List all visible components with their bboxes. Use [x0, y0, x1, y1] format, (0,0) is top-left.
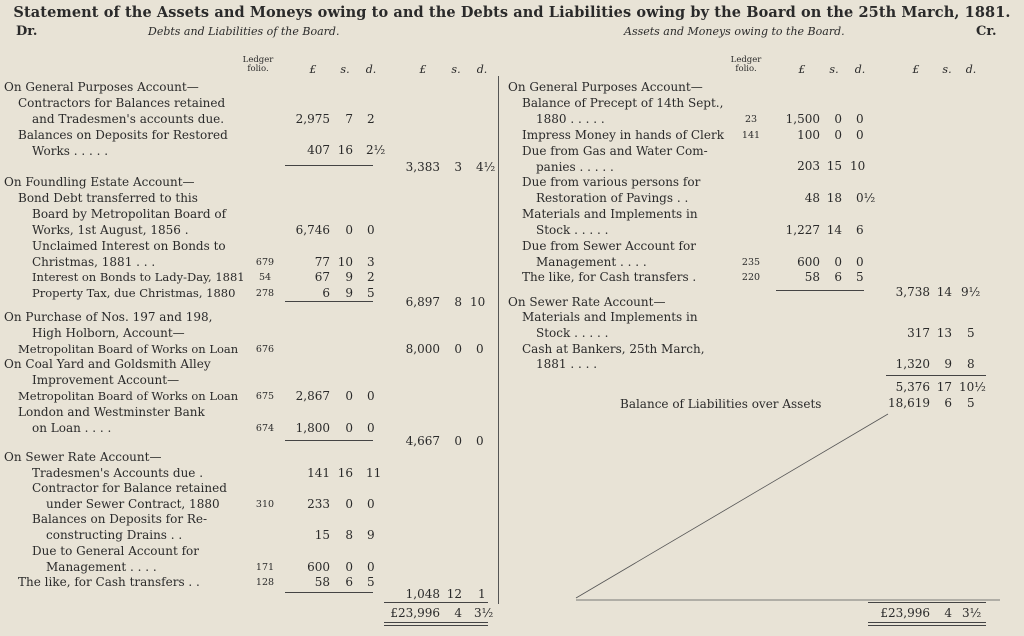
total-shillings: 0 [454, 434, 462, 448]
ledger-folio: 54 [258, 272, 272, 283]
amount-shillings: 8 [345, 528, 353, 542]
line-text: Balances on Deposits for Restored [18, 128, 228, 142]
ledger-folio: 676 [255, 344, 275, 355]
ledger-folio: 128 [255, 577, 275, 588]
amount-shillings: 14 [826, 223, 842, 237]
amount-pounds: 1,320 [895, 357, 930, 371]
left-col-pence-1: d. [365, 63, 377, 76]
line-text: Management . . . . [536, 255, 647, 269]
section-heading: On Foundling Estate Account— [4, 175, 195, 189]
left-col-pounds-2: £ [419, 63, 427, 76]
balance-shillings: 6 [944, 396, 952, 410]
amount-pence: 9 [367, 528, 375, 542]
ledger-folio: 141 [741, 130, 761, 141]
amount-shillings: 15 [826, 159, 842, 173]
amount-pence: 5 [367, 575, 375, 589]
ledger-folio: 23 [744, 114, 758, 125]
amount-shillings: 0 [834, 112, 842, 126]
amount-pounds: 15 [314, 528, 330, 542]
total-shillings: 14 [936, 285, 952, 299]
amount-pounds: 58 [804, 270, 820, 284]
amount-pence: 5 [367, 286, 375, 300]
total-pounds: 3,738 [895, 285, 930, 299]
grand-total-shillings: 4 [944, 606, 952, 620]
amount-pence: 8 [967, 357, 975, 371]
right-col-shillings-1: s. [829, 63, 839, 76]
line-text: Balances on Deposits for Re- [32, 512, 208, 526]
total-shillings: 3 [454, 160, 462, 174]
line-text: Impress Money in hands of Clerk [522, 128, 724, 142]
line-text: Bond Debt transferred to this [18, 191, 198, 205]
amount-shillings: 9 [944, 357, 952, 371]
section-heading: On General Purposes Account— [508, 80, 703, 94]
ledger-folio: 674 [255, 423, 275, 434]
amount-pounds: 48 [804, 191, 820, 205]
amount-shillings: 0 [345, 421, 353, 435]
amount-shillings: 0 [345, 389, 353, 403]
left-col-pence-2: d. [476, 63, 488, 76]
double-rule [868, 625, 986, 626]
right-heading: Assets and Moneys owing to the Board. [624, 25, 845, 38]
amount-pence: 0 [367, 560, 375, 574]
ledger-folio: 235 [741, 257, 761, 268]
total-pence: 0 [476, 434, 484, 448]
section-heading: On Purchase of Nos. 197 and 198, [4, 310, 213, 324]
line-text: Materials and Implements in [522, 310, 698, 324]
balance-label: Balance of Liabilities over Assets [620, 397, 822, 411]
amount-pounds: 100 [797, 128, 820, 142]
line-text: Due from Gas and Water Com- [522, 144, 708, 158]
amount-shillings: 6 [345, 575, 353, 589]
amount-shillings: 0 [834, 255, 842, 269]
amount-shillings: 10 [337, 255, 353, 269]
amount-shillings: 0 [345, 223, 353, 237]
amount-pence: 0 [367, 389, 375, 403]
line-text: Stock . . . . . [536, 326, 609, 340]
line-text: under Sewer Contract, 1880 [46, 497, 220, 511]
amount-pence: 0 [856, 128, 864, 142]
amount-pounds: 58 [314, 575, 330, 589]
line-text: Contractors for Balances retained [18, 96, 226, 110]
right-col-pence-1: d. [854, 63, 866, 76]
line-text: Contractor for Balance retained [32, 481, 227, 495]
amount-pounds: 407 [307, 143, 330, 157]
section-heading: On Coal Yard and Goldsmith Alley [4, 357, 211, 371]
amount-pounds: 600 [307, 560, 330, 574]
section-heading: On Sewer Rate Account— [508, 295, 666, 309]
grand-total-pounds: £23,996 [390, 606, 440, 620]
line-text: Due from Sewer Account for [522, 239, 696, 253]
amount-shillings: 16 [337, 466, 353, 480]
total-pounds: 6,897 [405, 295, 440, 309]
line-text: on Loan . . . . [32, 421, 112, 435]
double-rule [868, 622, 986, 623]
total-shillings: 0 [454, 342, 462, 356]
amount-shillings: 7 [345, 112, 353, 126]
amount-pence: 2 [367, 270, 375, 284]
line-text: Balance of Precept of 14th Sept., [522, 96, 724, 110]
section-heading: On Sewer Rate Account— [4, 450, 162, 464]
amount-pounds: 67 [314, 270, 330, 284]
grand-total-pounds: £23,996 [880, 606, 930, 620]
total-pence: 0 [476, 342, 484, 356]
line-text: High Holborn, Account— [32, 326, 185, 340]
amount-pence: 11 [366, 466, 382, 480]
amount-pounds: 141 [307, 466, 330, 480]
dr-label: Dr. [16, 24, 38, 39]
balance-pounds: 18,619 [888, 396, 930, 410]
total-pence: 9½ [961, 285, 981, 299]
amount-pence: 0 [367, 497, 375, 511]
amount-pounds: 2,867 [295, 389, 330, 403]
amount-pence: 5 [856, 270, 864, 284]
total-pounds: 4,667 [405, 434, 440, 448]
document-title: Statement of the Assets and Moneys owing to and the Debts and Liabilities owing by the Board on the 25th March, 1881. [13, 4, 1011, 21]
section-heading: On General Purposes Account— [4, 80, 199, 94]
grand-total-shillings: 4 [454, 606, 462, 620]
amount-shillings: 0 [345, 560, 353, 574]
amount-pence: 0 [367, 223, 375, 237]
total-pounds: 8,000 [405, 342, 440, 356]
amount-pence: 0 [856, 255, 864, 269]
amount-shillings: 13 [936, 326, 952, 340]
ledger-folio: 675 [255, 391, 275, 402]
line-text: Due to General Account for [32, 544, 200, 558]
amount-pounds: 6 [322, 286, 330, 300]
amount-pence: 0 [367, 421, 375, 435]
amount-shillings: 9 [345, 270, 353, 284]
total-shillings: 12 [446, 587, 462, 601]
amount-pence: 6 [856, 223, 864, 237]
line-text: Works, 1st August, 1856 . [32, 223, 189, 237]
line-text: 1880 . . . . . [536, 112, 605, 126]
total-pence: 4½ [476, 160, 496, 174]
line-text: Metropolitan Board of Works on Loan [18, 342, 239, 356]
amount-shillings: 16 [337, 143, 353, 157]
total-shillings: 8 [454, 295, 462, 309]
left-col-shillings-1: s. [340, 63, 350, 76]
amount-pounds: 77 [314, 255, 330, 269]
amount-pounds: 203 [797, 159, 820, 173]
subtotal-pounds: 5,376 [895, 380, 930, 394]
line-text: Tradesmen's Accounts due . [32, 466, 204, 480]
line-text: Stock . . . . . [536, 223, 609, 237]
rule [868, 602, 986, 603]
line-text: and Tradesmen's accounts due. [32, 112, 225, 126]
balance-pence: 5 [967, 396, 975, 410]
ledger-folio: 171 [255, 562, 275, 573]
line-text: London and Westminster Bank [18, 405, 205, 419]
amount-pence: 2½ [366, 143, 386, 157]
amount-pounds: 233 [307, 497, 330, 511]
amount-pence: 5 [967, 326, 975, 340]
subtotal-shillings: 17 [936, 380, 952, 394]
line-text: Interest on Bonds to Lady-Day, 1881 [32, 270, 245, 284]
amount-pence: 3 [367, 255, 375, 269]
left-col-pounds-1: £ [309, 63, 317, 76]
ledger-folio: 310 [255, 499, 275, 510]
amount-pence: 2 [367, 112, 375, 126]
line-text: Cash at Bankers, 25th March, [522, 342, 705, 356]
amount-pounds: 1,500 [785, 112, 820, 126]
amount-pence: 0½ [856, 191, 876, 205]
subtotal-pence: 10½ [959, 380, 986, 394]
amount-pence: 0 [856, 112, 864, 126]
ledger-folio: 679 [255, 257, 275, 268]
line-text: Management . . . . [46, 560, 157, 574]
amount-pounds: 317 [907, 326, 930, 340]
line-text: Metropolitan Board of Works on Loan [18, 389, 239, 403]
right-col-pence-2: d. [965, 63, 977, 76]
ledger-folio: 220 [741, 272, 761, 283]
amount-shillings: 18 [826, 191, 842, 205]
right-col-pounds-1: £ [798, 63, 806, 76]
line-text: Unclaimed Interest on Bonds to [32, 239, 226, 253]
amount-shillings: 0 [834, 128, 842, 142]
amount-shillings: 6 [834, 270, 842, 284]
line-text: Improvement Account— [32, 373, 180, 387]
right-ledger-caption: Ledger folio. [730, 55, 762, 74]
ledger-folio: 278 [255, 288, 275, 299]
total-pence: 10 [470, 295, 486, 309]
total-pence: 1 [478, 587, 486, 601]
line-text: constructing Drains . . [46, 528, 183, 542]
right-col-pounds-2: £ [912, 63, 920, 76]
amount-pence: 10 [850, 159, 866, 173]
amount-pounds: 600 [797, 255, 820, 269]
line-text: Materials and Implements in [522, 207, 698, 221]
amount-pounds: 1,227 [785, 223, 820, 237]
amount-pounds: 2,975 [295, 112, 330, 126]
amount-pounds: 6,746 [295, 223, 330, 237]
amount-shillings: 9 [345, 286, 353, 300]
left-ledger-caption: Ledger folio. [242, 55, 274, 74]
line-text: 1881 . . . . [536, 357, 598, 371]
line-text: The like, for Cash transfers . [522, 270, 697, 284]
grand-total-pence: 3½ [474, 606, 494, 620]
left-heading: Debts and Liabilities of the Board. [148, 25, 340, 38]
line-text: Property Tax, due Christmas, 1880 [32, 286, 236, 300]
line-text: Works . . . . . [32, 144, 109, 158]
total-pounds: 1,048 [405, 587, 440, 601]
amount-shillings: 0 [345, 497, 353, 511]
line-text: Board by Metropolitan Board of [32, 207, 227, 221]
line-text: Christmas, 1881 . . . [32, 255, 156, 269]
line-text: Due from various persons for [522, 175, 701, 189]
left-col-shillings-2: s. [451, 63, 461, 76]
line-text: Restoration of Pavings . . [536, 191, 689, 205]
amount-pounds: 1,800 [295, 421, 330, 435]
right-col-shillings-2: s. [942, 63, 952, 76]
total-pounds: 3,383 [405, 160, 440, 174]
grand-total-pence: 3½ [962, 606, 982, 620]
line-text: The like, for Cash transfers . . [18, 575, 200, 589]
line-text: panies . . . . . [536, 160, 614, 174]
cr-label: Cr. [976, 24, 997, 39]
